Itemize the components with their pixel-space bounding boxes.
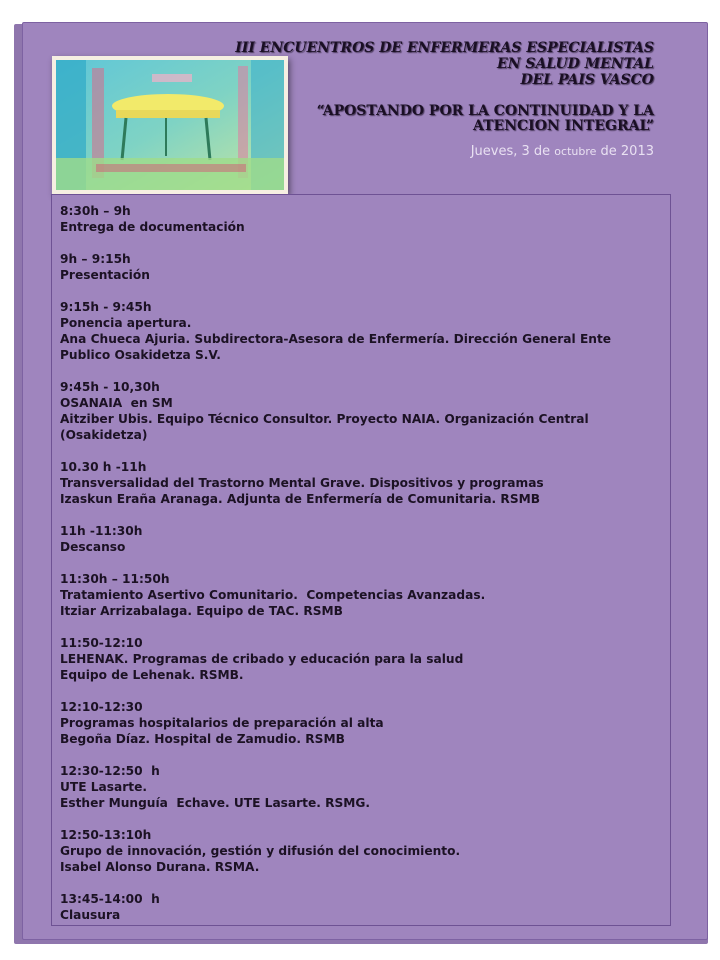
agenda-time: 12:50-13:10h [60, 828, 152, 842]
agenda-item [60, 763, 658, 811]
agenda-item [60, 571, 658, 619]
agenda-line: Transversalidad del Trastorno Mental Grave. Dispositivos y programas [60, 476, 544, 490]
event-subtitle [234, 104, 654, 134]
agenda-line: Publico Osakidetza S.V. [60, 348, 221, 362]
event-subtitle-line: ATENCION INTEGRAL” [473, 118, 654, 134]
agenda-line: Tratamiento Asertivo Comunitario. Competencias Avanzadas. [60, 588, 486, 602]
event-date-year: de 2013 [600, 144, 654, 159]
agenda-line: Programas hospitalarios de preparación al alta [60, 716, 384, 730]
agenda-item [60, 635, 658, 683]
agenda-item [60, 523, 658, 555]
agenda-line: Izaskun Eraña Aranaga. Adjunta de Enfermería de Comunitaria. RSMB [60, 492, 541, 506]
agenda-line: Presentación [60, 268, 150, 282]
agenda-line: Entrega de documentación [60, 220, 245, 234]
event-title-line: DEL PAIS VASCO [520, 72, 654, 88]
agenda-item [60, 459, 658, 507]
agenda-time: 12:10-12:30 [60, 700, 143, 714]
agenda-line: Esther Munguía Echave. UTE Lasarte. RSMG. [60, 796, 371, 810]
agenda-line: Equipo de Lehenak. RSMB. [60, 668, 244, 682]
agenda-item [60, 251, 658, 283]
agenda-line: Aitziber Ubis. Equipo Técnico Consultor. Proyecto NAIA. Organización Central [60, 412, 589, 426]
agenda-line: LEHENAK. Programas de cribado y educación para la salud [60, 652, 464, 666]
event-title [234, 40, 654, 88]
agenda-time: 11h -11:30h [60, 524, 143, 538]
agenda-time: 13:45-14:00 h [60, 892, 160, 906]
event-date [234, 144, 654, 159]
event-title-line: EN SALUD MENTAL [497, 56, 654, 72]
event-date-day: Jueves, 3 de [470, 144, 551, 159]
agenda-time: 12:30-12:50 h [60, 764, 160, 778]
agenda-time: 11:50-12:10 [60, 636, 143, 650]
agenda-time: 11:30h – 11:50h [60, 572, 170, 586]
agenda-line: UTE Lasarte. [60, 780, 147, 794]
agenda-box [51, 194, 671, 926]
agenda-item [60, 891, 658, 923]
agenda-item [60, 299, 658, 363]
agenda-line: Itziar Arrizabalaga. Equipo de TAC. RSMB [60, 604, 343, 618]
event-date-month: octubre [554, 145, 597, 158]
agenda-line: Grupo de innovación, gestión y difusión del conocimiento. [60, 844, 461, 858]
agenda-time: 9:45h - 10,30h [60, 380, 160, 394]
agenda-item [60, 203, 658, 235]
agenda-list [60, 203, 658, 923]
agenda-item [60, 699, 658, 747]
agenda-line: Ponencia apertura. [60, 316, 192, 330]
agenda-line: Clausura [60, 908, 121, 922]
event-header [234, 40, 654, 159]
agenda-line: OSANAIA en SM [60, 396, 173, 410]
agenda-item [60, 827, 658, 875]
agenda-time: 10.30 h -11h [60, 460, 147, 474]
agenda-line: (Osakidetza) [60, 428, 148, 442]
agenda-line: Descanso [60, 540, 126, 554]
event-subtitle-line: “APOSTANDO POR LA CONTINUIDAD Y LA [316, 103, 654, 119]
agenda-line: Ana Chueca Ajuria. Subdirectora-Asesora de Enfermería. Dirección General Ente [60, 332, 612, 346]
agenda-time: 8:30h – 9h [60, 204, 131, 218]
agenda-line: Isabel Alonso Durana. RSMA. [60, 860, 260, 874]
event-title-line: III ENCUENTROS DE ENFERMERAS ESPECIALISTAS [235, 40, 654, 56]
agenda-time: 9:15h - 9:45h [60, 300, 152, 314]
agenda-time: 9h – 9:15h [60, 252, 131, 266]
agenda-line: Begoña Díaz. Hospital de Zamudio. RSMB [60, 732, 345, 746]
agenda-item [60, 379, 658, 443]
